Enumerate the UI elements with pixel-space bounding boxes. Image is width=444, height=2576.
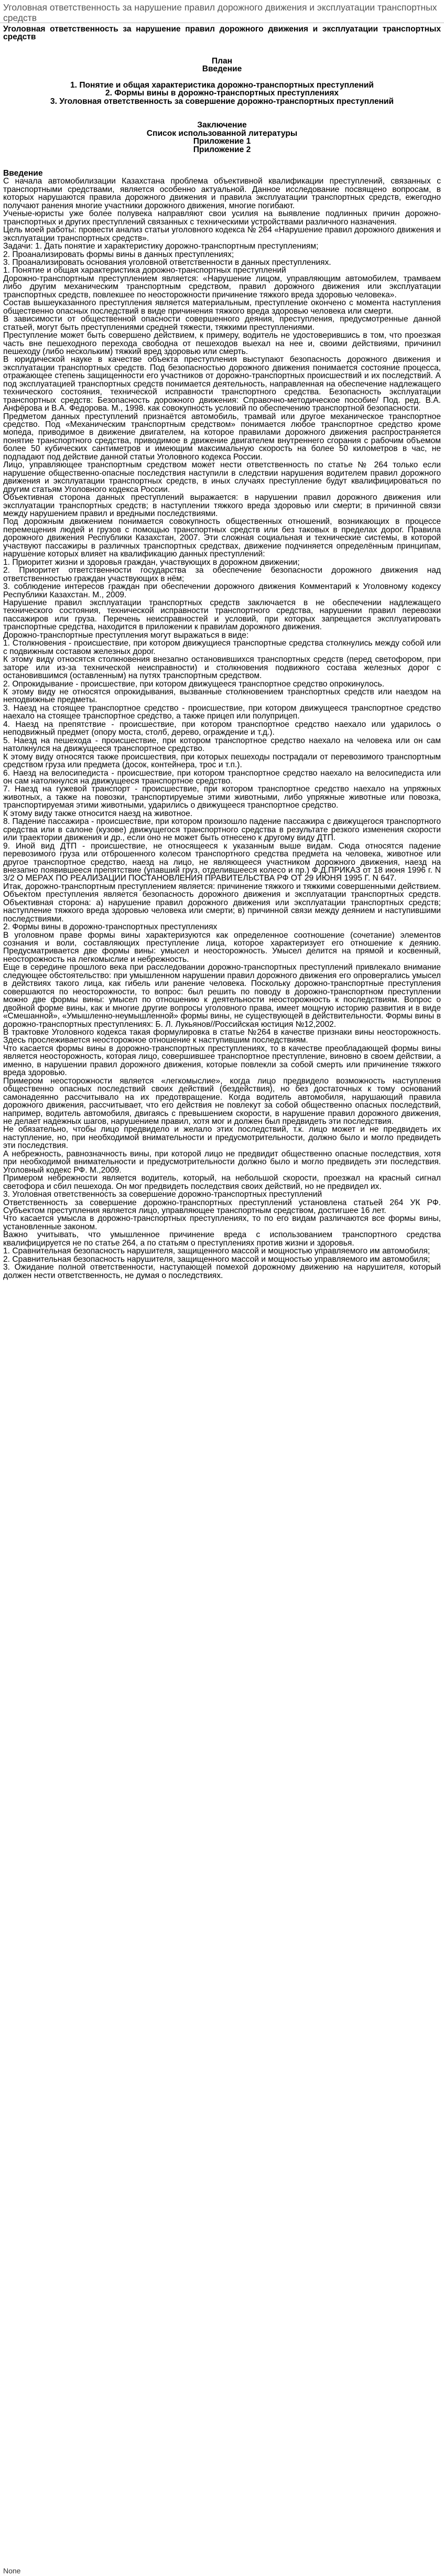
paragraph-list <box>3 177 441 1280</box>
paragraph: А небрежность, равнозначность вины, при которой лицо не предвидит общественно опасные последствия, хотя при необходимой внимательности и предусмотрительности должно было и могло предвидеть эти последствия. Уголовный кодекс РФ. М.,2009. <box>3 1149 441 1175</box>
paragraph: 1. Столкновения - происшествие, при котором движущиеся транспортные средства столкнулись между собой или с подвижным составом железных дорог. <box>3 639 441 656</box>
paragraph: Состав вышеуказанного преступления является материальным, преступление окончено с момента наступления общественно опасных последствий в виде причинения тяжкого вреда здоровью человека или смерти. <box>3 298 441 316</box>
paragraph: Примером небрежности является водитель, который, на небольшой скорости, проезжал на красный сигнал светофора и сбил пешехода. Он мог предвидеть последствия своих действий, но не предвидел их. <box>3 1174 441 1191</box>
paragraph: 3. Проанализировать основания уголовной ответственности в данных преступлениях. <box>3 257 331 267</box>
paragraph: К этому виду не относятся опрокидывания, вызванные столкновением транспортных средств или наездом на неподвижные предметы. <box>3 687 441 705</box>
paragraph: 1. Приоритет жизни и здоровья граждан, участвующих в дорожном движении; <box>3 557 300 567</box>
paragraph: Преступление может быть совершено действием, к примеру, водитель не удостоверившись в том, что проезжая часть вне пешеходного перехода свободна от пешеходов выехал на нее и, своими действиями, причинил пешеходу (либо нескольким) тяжкий вред здоровью или смерть. <box>3 331 441 356</box>
paragraph: Цель моей работы: провести анализ статьи уголовного кодекса № 264 «Нарушение правил дорожного движения и эксплуатации транспортных средств». <box>3 226 441 243</box>
paragraph: 3. Ожидание полной ответственности, наступающей помехой дорожному движению на нарушителя, который должен нести ответственность, не думая о последствиях. <box>3 1263 441 1280</box>
paragraph: Под дорожным движением понимается совокупность общественных отношений, возникающих в процессе перемещения людей и грузов с помощью транспортных средств или без таковых в пределах дорог. Правила дорожного движения Республики Казахстан, 2007. Эти сложная социальная и технические системы, в которой участвуют пассажиры в различных транспортных средствах, движение подчиняется определённым принципам, нарушение которых влияет на квалификацию данных преступлений: <box>3 517 441 559</box>
paragraph: 2. Приоритет ответственности государства за обеспечение безопасности дорожного движения над ответственностью граждан участвующих в нём; <box>3 566 441 583</box>
paragraph: В зависимости от общественной опасности совершенного деяния, преступления, предусмотренные данной статьей, могут быть преступлениями средней тяжести, тяжкими преступлениями. <box>3 315 441 332</box>
paragraph: С начала автомобилизации Казахстана проблема объективной квалификации преступлений, связанных с транспортными средствами, является особенно актуальной. Данное исследование посвящено вопросам, в которых нарушаются правила дорожного движения и правила эксплуатации транспортных средств, ежегодно получают ранения многие участники дорожного движения, многие погибают. <box>3 177 441 210</box>
paragraph: Ответственность за совершение дорожно-транспортных преступлений установлена статьей 264 УК РФ. Субъектом преступления является лицо, управляющее транспортным средством, достигшее 16 лет. <box>3 1198 441 1215</box>
paragraph: Не обязательно, чтобы лицо предвидело и желало этих последствий, т.к. лицо может и не предвидеть их наступление, но, при необходимой внимательности и предусмотрительности, должно было и могло предвидеть эти последствия. <box>3 1125 441 1151</box>
paragraph: К этому виду относятся столкновения внезапно остановившихся транспортных средств (перед светофором, при заторе или из-за технической неисправности) и столкновения подвижного состава железных дорог с остановившимся (оставленным) на путях транспортным средством. <box>3 655 441 681</box>
paragraph: В уголовном праве формы вины характеризуются как определенное соотношение (сочетание) элементов сознания и воли, составляющих преступление лица, которое характеризует его отношение к деянию. Предусматривается две формы вины: умысел и неосторожность. Умысел делится на прямой и косвенный, неосторожность на легкомыслие и небрежность. <box>3 930 441 964</box>
paragraph: Примером неосторожности является «легкомыслие», когда лицо предвидело возможность наступления общественно опасных последствий своих действий (бездействия), но без достаточных к тому оснований самонадеянно рассчитывало на их предотвращение. Когда водитель автомобиля, нарушающий правила дорожного движения, рассчитывает, что его действия не повлекут за собой общественно опасных последствий, например, водитель автомобиля, двигаясь с превышением скорости, в нарушение правил дорожного движения, не делает надежных шагов, нарушением правил, хотя мог и должен был предвидеть эти последствия. <box>3 1076 441 1126</box>
paragraph: 2. Формы вины в дорожно-транспортных преступлениях <box>3 922 218 932</box>
toc-appendix-1: Приложение 1 <box>193 137 251 146</box>
paragraph: 4. Наезд на препятствие - происшествие, при котором транспортное средство наехало или ударилось о неподвижный предмет (опору моста, столб, дерево, ограждение и т.д.). <box>3 720 441 737</box>
paragraph: В трактовке Уголовного кодекса такая формулировка в статье №264 в качестве признаки вины неосторожность. Здесь прослеживается неосторожное отношение к наступившим последствиям. <box>3 1028 441 1045</box>
paragraph: 3. Уголовная ответственность за совершение дорожно-транспортных преступлений <box>3 1190 322 1199</box>
paragraph: 6. Наезд на велосипедиста - происшествие, при котором транспортное средство наехало на велосипедиста или он сам натолкнулся на движущееся транспортное средство. <box>3 768 441 786</box>
paragraph: Итак, дорожно-транспортным преступлением является: причинение тяжкого и тяжкими совершенными действием. Объектом преступления является безопасность дорожного движения и эксплуатации транспортных средств. Объективная сторона: а) нарушение правил дорожного движения или эксплуатации транспортных средств; наступление тяжкого вреда здоровью человека или смерти; в) причинной связи между деянием и наступившими последствиями. <box>3 882 441 924</box>
toc-intro: Введение <box>202 65 242 74</box>
paragraph: Что касается формы вины в дорожно-транспортных преступлениях, то в качестве преобладающей формы вины является неосторожность, которая лицо, совершившее транспортное преступление, виновно в своем действии, а именно, в нарушении правил дорожного движения, которые повлекли за собой смерть или причинение тяжкого вреда здоровью. <box>3 1044 441 1078</box>
paragraph: Дорожно-транспортные преступления могут выражаться в виде: <box>3 630 249 640</box>
paragraph: 3. Наезд на стоящее транспортное средство - происшествие, при котором движущееся транспортное средство наехало на стоящее транспортное средство, а также прицеп или полуприцеп. <box>3 703 441 721</box>
paragraph: Лицо, управляющее транспортным средством может нести ответственность по статье № 264 только если нарушение общественно-опасные последствия наступили в следствии нарушения водителем правил дорожного движения и эксплуатации транспортных средств, в иных случаях преступление будут квалифицироваться по другим статьям Уголовного кодекса России. <box>3 460 441 494</box>
paragraph: Важно учитывать, что умышленное причинение вреда с использованием транспортного средства квалифицируется не по статье 264, а по статьям о преступлениях против жизни и здоровья. <box>3 1230 441 1248</box>
document-subtitle: Уголовная ответственность за нарушение правил дорожного движения и эксплуатации транспортных средств <box>3 25 441 42</box>
toc-plan: План <box>211 56 233 66</box>
paragraph: Объективная сторона данных преступлений выражается: в нарушении правил дорожного движения или эксплуатации транспортных средств; в наступлении тяжкого вреда здоровью или смерти; в причинной связи между нарушением правил и вредными последствиями. <box>3 493 441 519</box>
paragraph: К этому виду относятся также происшествия, при которых пешеходы пострадали от перевозимого транспортным средством груза или предмета (досок, контейнера, трос и т.п.). <box>3 752 441 770</box>
paragraph: 1. Понятие и общая характеристика дорожно-транспортных преступлений <box>3 266 286 275</box>
paragraph: 5. Наезд на пешехода - происшествие, при котором транспортное средство наехало на человека или он сам натолкнулся на движущееся транспортное средство. <box>3 736 441 754</box>
toc-conclusion: Заключение <box>197 121 247 130</box>
toc-appendix-2: Приложение 2 <box>193 145 251 154</box>
toc-item: 1. Понятие и общая характеристика дорожно-транспортных преступлений <box>70 80 374 90</box>
paragraph: Задачи: 1. Дать понятие и характеристику дорожно-транспортным преступлениям; <box>3 242 319 251</box>
page-title: Уголовная ответственность за нарушение правил дорожного движения и эксплуатации транспортных средств <box>3 2 437 23</box>
intro-heading: Введение <box>3 168 43 178</box>
paragraph: Нарушение правил эксплуатации транспортных средств заключается в не обеспечении надлежащего технического состояния, технической исправности транспортного средства, нарушении правил перевозки пассажиров или груза. Перечень неисправностей и условий, при которых запрещается эксплуатировать транспортные средства, находится в приложении к правилам дорожного движения. <box>3 598 441 632</box>
document-body <box>0 23 444 1280</box>
paragraph: Еще в середине прошлого века при расследовании дорожно-транспортных преступлений привлекало внимание следующее обстоятельство: при умышленном нарушении правил дорожного движения его опровергались умысел в действиях такого лица, как гибель или ранение человека. Поскольку дорожно-транспортные преступления совершаются по неосторожности, то вопрос: был решить по поводу в дорожно-транспортном преступлении можно две формы вины: умысел по отношению к деятельности неосторожность к последствиям. Вопрос о двойной форме вины, как и многие другие вопросы уголовного права, имеет мощную историю развития и в виде «Смешанной», «Умышленно-неумышленной» формы вины, не существующей в действительности. Формы вины в дорожно-транспортных преступлениях: Б. Л. Лукьянов//Российская юстиция №12,2002. <box>3 963 441 1029</box>
paragraph: 3. соблюдение интересов граждан при обеспечении дорожного движения Комментарий к Уголовному кодексу Республики Казахстан. М., 2009. <box>3 582 441 599</box>
paragraph: Что касается умысла в дорожно-транспортных преступлениях, то по его видам различаются все формы вины, установленные законом. <box>3 1214 441 1231</box>
paragraph: К этому виду также относится наезд на животное. <box>3 809 193 818</box>
paragraph: Предметом данных преступлений признаётся автомобиль, трамвай или другое механическое транспортное средство. Под «Механическим транспортным средством» понимается любое транспортное средство кроме мопеда, приводимое в движение двигателем, на которое правилами дорожного движения распространяется понятие транспортного средства, приводимое в движение двигателем внутреннего сгорания с рабочим объемом более 50 кубических сантиметров и имеющим максимальную скорость на более 50 километров в час, не подпадают под действие данной статьи Уголовного кодекса России. <box>3 412 441 461</box>
toc-literature: Список использованной литературы <box>146 128 298 138</box>
paragraph: 1. Сравнительная безопасность нарушителя, защищенного массой и мощностью управляемого им автомобиля; <box>3 1247 430 1256</box>
paragraph: 7. Наезд на гужевой транспорт - происшествие, при котором транспортное средство наехало на упряжных животных, а также на повозки, транспортируемые этими животными, либо упряжные животные или повозка, транспортируемая этими животными, ударились о движущееся транспортное средство. <box>3 785 441 810</box>
footer-text: None <box>3 2567 21 2575</box>
paragraph: В юридической науке в качестве объекта преступления выступают безопасность дорожного движения и эксплуатации транспортных средств. Под безопасностью дорожного движения понимается состояние процесса, отражающее степень защищенности его участников от дорожно-транспортных происшествий и их последствий. А под эксплуатацией транспортных средств понимается деятельность, направленная на обеспечение надлежащего технического состояния, технической исправности транспортного средства. Безопасность эксплуатации транспортных средств: Безопасность дорожного движения: Справочно-методическое пособие/ Под. ред. В.А. Анфёрова и В.А. Федорова. М., 1998. как совокупность условий по обеспечению транспортной безопасности. <box>3 355 441 413</box>
paragraph: 8. Падение пассажира - происшествие, при котором произошло падение пассажира с движущегося транспортного средства или в салоне (кузове) движущегося транспортного средства в результате резкого изменения скорости или траектории движения и др., если оно не может быть отнесено к другому виду ДТП. <box>3 817 441 843</box>
page-header <box>0 0 444 23</box>
toc-item: 2. Формы вины в дорожно-транспортных преступлениях <box>105 89 339 98</box>
paragraph: 2. Опрокидывание - происшествие, при котором движущееся транспортное средство опрокинулось. <box>3 679 385 689</box>
paragraph: Ученые-юристы уже более полувека направляют свои усилия на выявление подлинных причин дорожно-транспортных и других преступлений связанных с техническими устройствами различного назначения. <box>3 209 441 227</box>
paragraph: Дорожно-транспортным преступлением является: «Нарушение лицом, управляющим автомобилем, трамваем либо другим механическим транспортным средством, правил дорожного движения или эксплуатации транспортных средств, повлекшее по неосторожности причинение тяжкого вреда здоровью человека». <box>3 274 441 299</box>
paragraph: 2. Сравнительная безопасность нарушителя, защищенного массой и мощностью управляемого им автомобиля; <box>3 1254 430 1264</box>
paragraph: 9. Иной вид ДТП - происшествие, не относящееся к указанным выше видам. Сюда относятся падение перевозимого груза или отброшенного колесом транспортного средства предмета на человека, животное или другое транспортное средство, наезд на лицо, не являющееся участником дорожного движения, наезд на внезапно появившееся препятствие (упавший груз, отделившееся колесо и пр.) Ф.Д.ПРИКАЗ от 18 июня 1996 г. N 3/2 О МЕРАХ ПО РЕАЛИЗАЦИИ ПОСТАНОВЛЕНИЯ ПРАВИТЕЛЬСТВА РФ ОТ 29 ИЮНЯ 1995 Г. N 647. <box>3 841 441 883</box>
paragraph: 2. Проанализировать формы вины в данных преступлениях; <box>3 250 234 259</box>
toc-item: 3. Уголовная ответственность за совершение дорожно-транспортных преступлений <box>50 96 394 106</box>
